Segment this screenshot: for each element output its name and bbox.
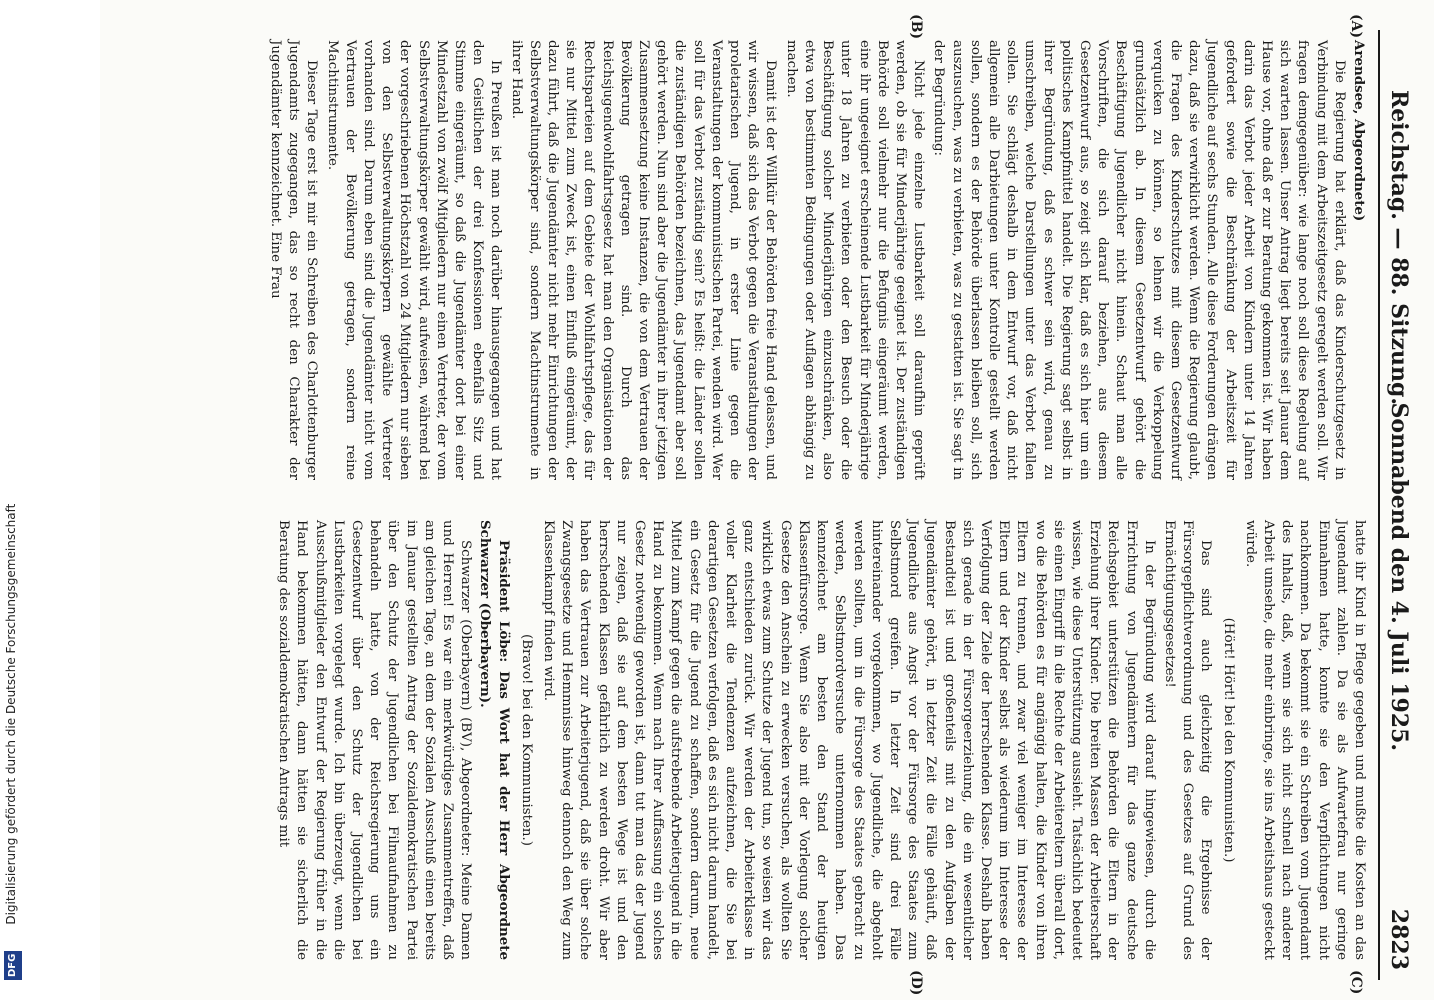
paragraph: hatte ihr Kind in Pflege gegeben und mußte die Kosten an das Jugendamt zahlen. Da sie als Aufwartefrau nur geringe Einnahmen hatte, konnte sie den Verpflichtungen nicht nachkommen. Da bekommt sie ein Schreiben vom Jugendamt des Inhalts, daß, wenn sie sich nicht schnell nach anderer Arbeit umsehe, die mehr einbringe, sie ins Arbeitshaus gesteckt würde. <box>1242 520 1367 960</box>
margin-marker-b: (B) <box>908 14 924 40</box>
funding-note-text: Digitalisierung gefördert durch die Deutsche Forschungsgemeinschaft <box>4 503 18 925</box>
president-statement: Präsident Löbe: Das Wort hat der Herr Abgeordnete Schwarzer (Oberbayern). <box>477 520 512 960</box>
paragraph: Schwarzer (Oberbayern) (BV), Abgeordneter: Meine Damen und Herren! Es war ein merkwürdiges Zusammentreffen, daß am gleichen Tage, an dem der Sozialen Ausschuß einen bereits im Januar gestellten Antrag der Sozialdemokratischen Partei über den Schutz der Jugendlichen bei Filmaufnahmen zu behandeln hatte, von der Reichsregierung uns ein Gesetzentwurf über den Schutz der Jugendlichen bei Lustbarkeiten vorgelegt wurde. Ich bin überzeugt, wenn die Ausschußmitglieder den Entwurf der Regierung früher in die Hand bekommen hätten, dann hätten sie sicherlich die Beratung des sozialdemokratischen Antrags mit <box>276 520 474 960</box>
paragraph: In Preußen ist man noch darüber hinausgegangen und hat den Geistlichen der drei Konfessionen ebenfalls Sitz und Stimme eingeräumt, so daß die Jugendämter dort bei einer Mindestzahl von zwölf Mitgliedern nur einen Vertreter, der vom Selbstverwaltungskörper gewählt wird, aufweisen, während bei der vorgeschriebenen Höchstzahl von 24 Mitgliedern nur sieben von den Selbstverwaltungskörpern gewählte Vertreter vorhanden sind. Darum eben sind die Jugendämter nicht vom Vertrauen der Bevölkerung getragen, sondern reine Machtinstrumente. <box>324 40 504 480</box>
header-session: Reichstag. — 88. Sitzung. <box>1386 90 1412 406</box>
dfg-logo: DFG <box>4 951 22 980</box>
quoted-paragraph: Nicht jede einzelne Lustbarkeit soll daraufhin geprüft werden, ob sie für Minderjährige geeignet ist. Der zuständigen Behörde soll vielmehr nur die Befugnis eingeräumt werden, eine ihr ungeeignet erscheinende Lustbarkeit für Minderjährige unter 18 Jahren zu verbieten oder den Besuch oder die Beschäftigung solcher Minderjährigen einzuschränken, also etwa von bestimmten Bedingungen oder Auflagen abhängig zu machen. <box>783 40 927 480</box>
interjection: (Bravo! bei den Kommunisten.) <box>518 633 534 847</box>
paragraph: Damit ist der Willkür der Behörden freie Hand gelassen, und wir wissen, daß sich das Verbot gegen die Veranstaltungen der proletarischen Jugend, in erster Linie gegen die Veranstaltungen der kommunistischen Partei, wenden wird. Wer soll für das Verbot zuständig sein? Es heißt: die Länder sollen die zuständigen Behörden bezeichnen, das Jugendamt aber soll gehört werden. Nun sind aber die Jugendämter in ihrer jetzigen Zusammensetzung keine Instanzen, die von dem Vertrauen der Bevölkerung getragen sind. Durch das Reichsjugendwohlfahrtsgesetz hat man den Organisationen der Rechtsparteien auf dem Gebiete der Wohlfahrtspflege, das für sie nur Mittel zum Zweck ist, einen Einfluß eingeräumt, der dazu führt, daß die Jugendämter nicht mehr Einrichtungen der Selbstverwaltungskörper sind, sondern Machtinstrumente in ihrer Hand. <box>508 40 779 480</box>
rotated-page <box>100 0 1434 1000</box>
document-page <box>100 0 1434 1000</box>
funding-sidebar <box>0 0 100 1000</box>
speaker-continuation: Arendsee, Abgeordnete) <box>1351 40 1367 222</box>
paragraph: Die Regierung hat erklärt, daß das Kinderschutzgesetz in Verbindung mit dem Arbeitszeitgesetz geregelt werden soll. Wir fragen demgegenüber: wie lange noch soll diese Regelung auf sich warten lassen. Unser Antrag liegt bereits seit Januar dem Hause vor, ohne daß er zur Beratung gekommen ist. Wir haben darin das Verbot jeder Arbeit von Kindern unter 14 Jahren gefordert sowie die Beschränkung der Arbeitszeit für Jugendliche auf sechs Stunden. Alle diese Forderungen drängen dazu, daß sie verwirklicht werden. Wenn die Regierung glaubt, die Fragen des Kinderschutzes mit diesem Gesetzentwurf verquicken zu können, so lehnen wir die Verkoppelung grundsätzlich ab. In diesem Gesetzentwurf gehört die Beschäftigung Jugendlicher nicht hinein. Schaut man alle Vorschriften, die sich darauf beziehen, aus diesem Gesetzentwurf aus, so zeigt sich klar, daß es sich hier um ein politisches Kampfmittel handelt. Die Regierung sagt selbst in ihrer Begründung, daß es schwer sein wird, genau zu umschreiben, welche Darstellungen unter das Verbot fallen sollen. Sie schlägt deshalb in dem Entwurf vor, daß nicht allgemein alle Darbietungen unter Kontrolle gestellt werden sollen, sondern es der Behörde überlassen bleiben soll, sich auszusuchen, was zu verbieten, was zu gestatten ist. Sie sagt in der Begründung: <box>931 40 1347 480</box>
margin-marker-c: (C) <box>1348 970 1364 995</box>
paragraph: Das sind auch gleichzeitig die Ergebnisse der Fürsorgepflichtverordnung und des Gesetzes auf Grund des Ermächtigungsgesetzes! <box>1161 520 1214 960</box>
left-column <box>110 40 1368 480</box>
margin-marker-a: (A) <box>1348 14 1364 39</box>
paragraph: In der Begründung wird darauf hingewiesen, durch die Errichtung von Jugendämtern für das ganze deutsche Reichsgebiet unterstützen die Behörden die Eltern in der Erziehung ihrer Kinder. Die breiten Massen der Arbeiterschaft wissen, wie diese Unterstützung aussieht. Tatsächlich bedeutet sie einen Eingriff in die Rechte der Arbeitereltern überall dort, wo die Behörden es für angängig halten, die Kinder von ihren Eltern zu trennen, und zwar viel weniger im Interesse der Eltern und der Kinder selbst als wiederum im Interesse der Verfolgung der Ziele der herrschenden Klasse. Deshalb haben sich gerade in der Fürsorgeerziehung, die ein wesentlicher Bestandteil ist und großenteils mit zu den Aufgaben der Jugendämter gehört, in letzter Zeit die Fälle gehäuft, daß Jugendliche aus Angst vor der Fürsorge des Staates zum Selbstmord greifen. In letzter Zeit sind drei Fälle hintereinander vorgekommen, wo Jugendliche, die abgeholt werden sollten, um in die Fürsorge des Staates gebracht zu werden, Selbstmordversuche unternommen haben. Das kennzeichnet am besten den Stand der heutigen Klassenfürsorge. Wenn Sie also mit der Vorlegung solcher Gesetze den Anschein zu erwecken versuchen, als wollten Sie wirklich etwas zum Schutze der Jugend tun, so weisen wir das ganz entschieden zurück. Wir werden der Arbeiterklasse in voller Klarheit die Tendenzen aufzeichnen, die Sie bei derartigen Gesetzen verfolgen, daß es sich nicht darum handelt, ein Gesetz für die Jugend zu schaffen, sondern darum, neue Mittel zum Kampf gegen die aufstrebende Arbeiterjugend in die Hand zu bekommen. Wenn nach Ihrer Auffassung ein solches Gesetz notwendig geworden ist, dann tut man das der Jugend nur zeigen, daß sie auf dem besten Wege ist und den herrschenden Klassen gefährlich zu werden droht. Wir aber haben das Vertrauen zur Arbeiterjugend, daß sie über solche Zwangsgesetze und Hemmnisse hinweg dennoch den Weg zum Klassenkampf finden wird. <box>541 520 1157 960</box>
right-column <box>110 520 1368 960</box>
paragraph: Dieser Tage erst ist mir ein Schreiben des Charlottenburger Jugendamts zugegangen, das so recht den Charakter der Jugendämter kennzeichnet. Eine Frau <box>268 40 320 480</box>
header-date: Sonnabend den 4. Juli 1925. <box>1386 402 1412 752</box>
margin-marker-d: (D) <box>908 970 924 996</box>
page-number: 2823 <box>1386 908 1412 970</box>
funding-note-text-wrapper <box>2 0 20 1000</box>
page-header <box>1378 30 1424 980</box>
interjection: (Hört! Hört! bei den Kommunisten.) <box>1220 617 1236 863</box>
header-date-group <box>1386 403 1412 970</box>
